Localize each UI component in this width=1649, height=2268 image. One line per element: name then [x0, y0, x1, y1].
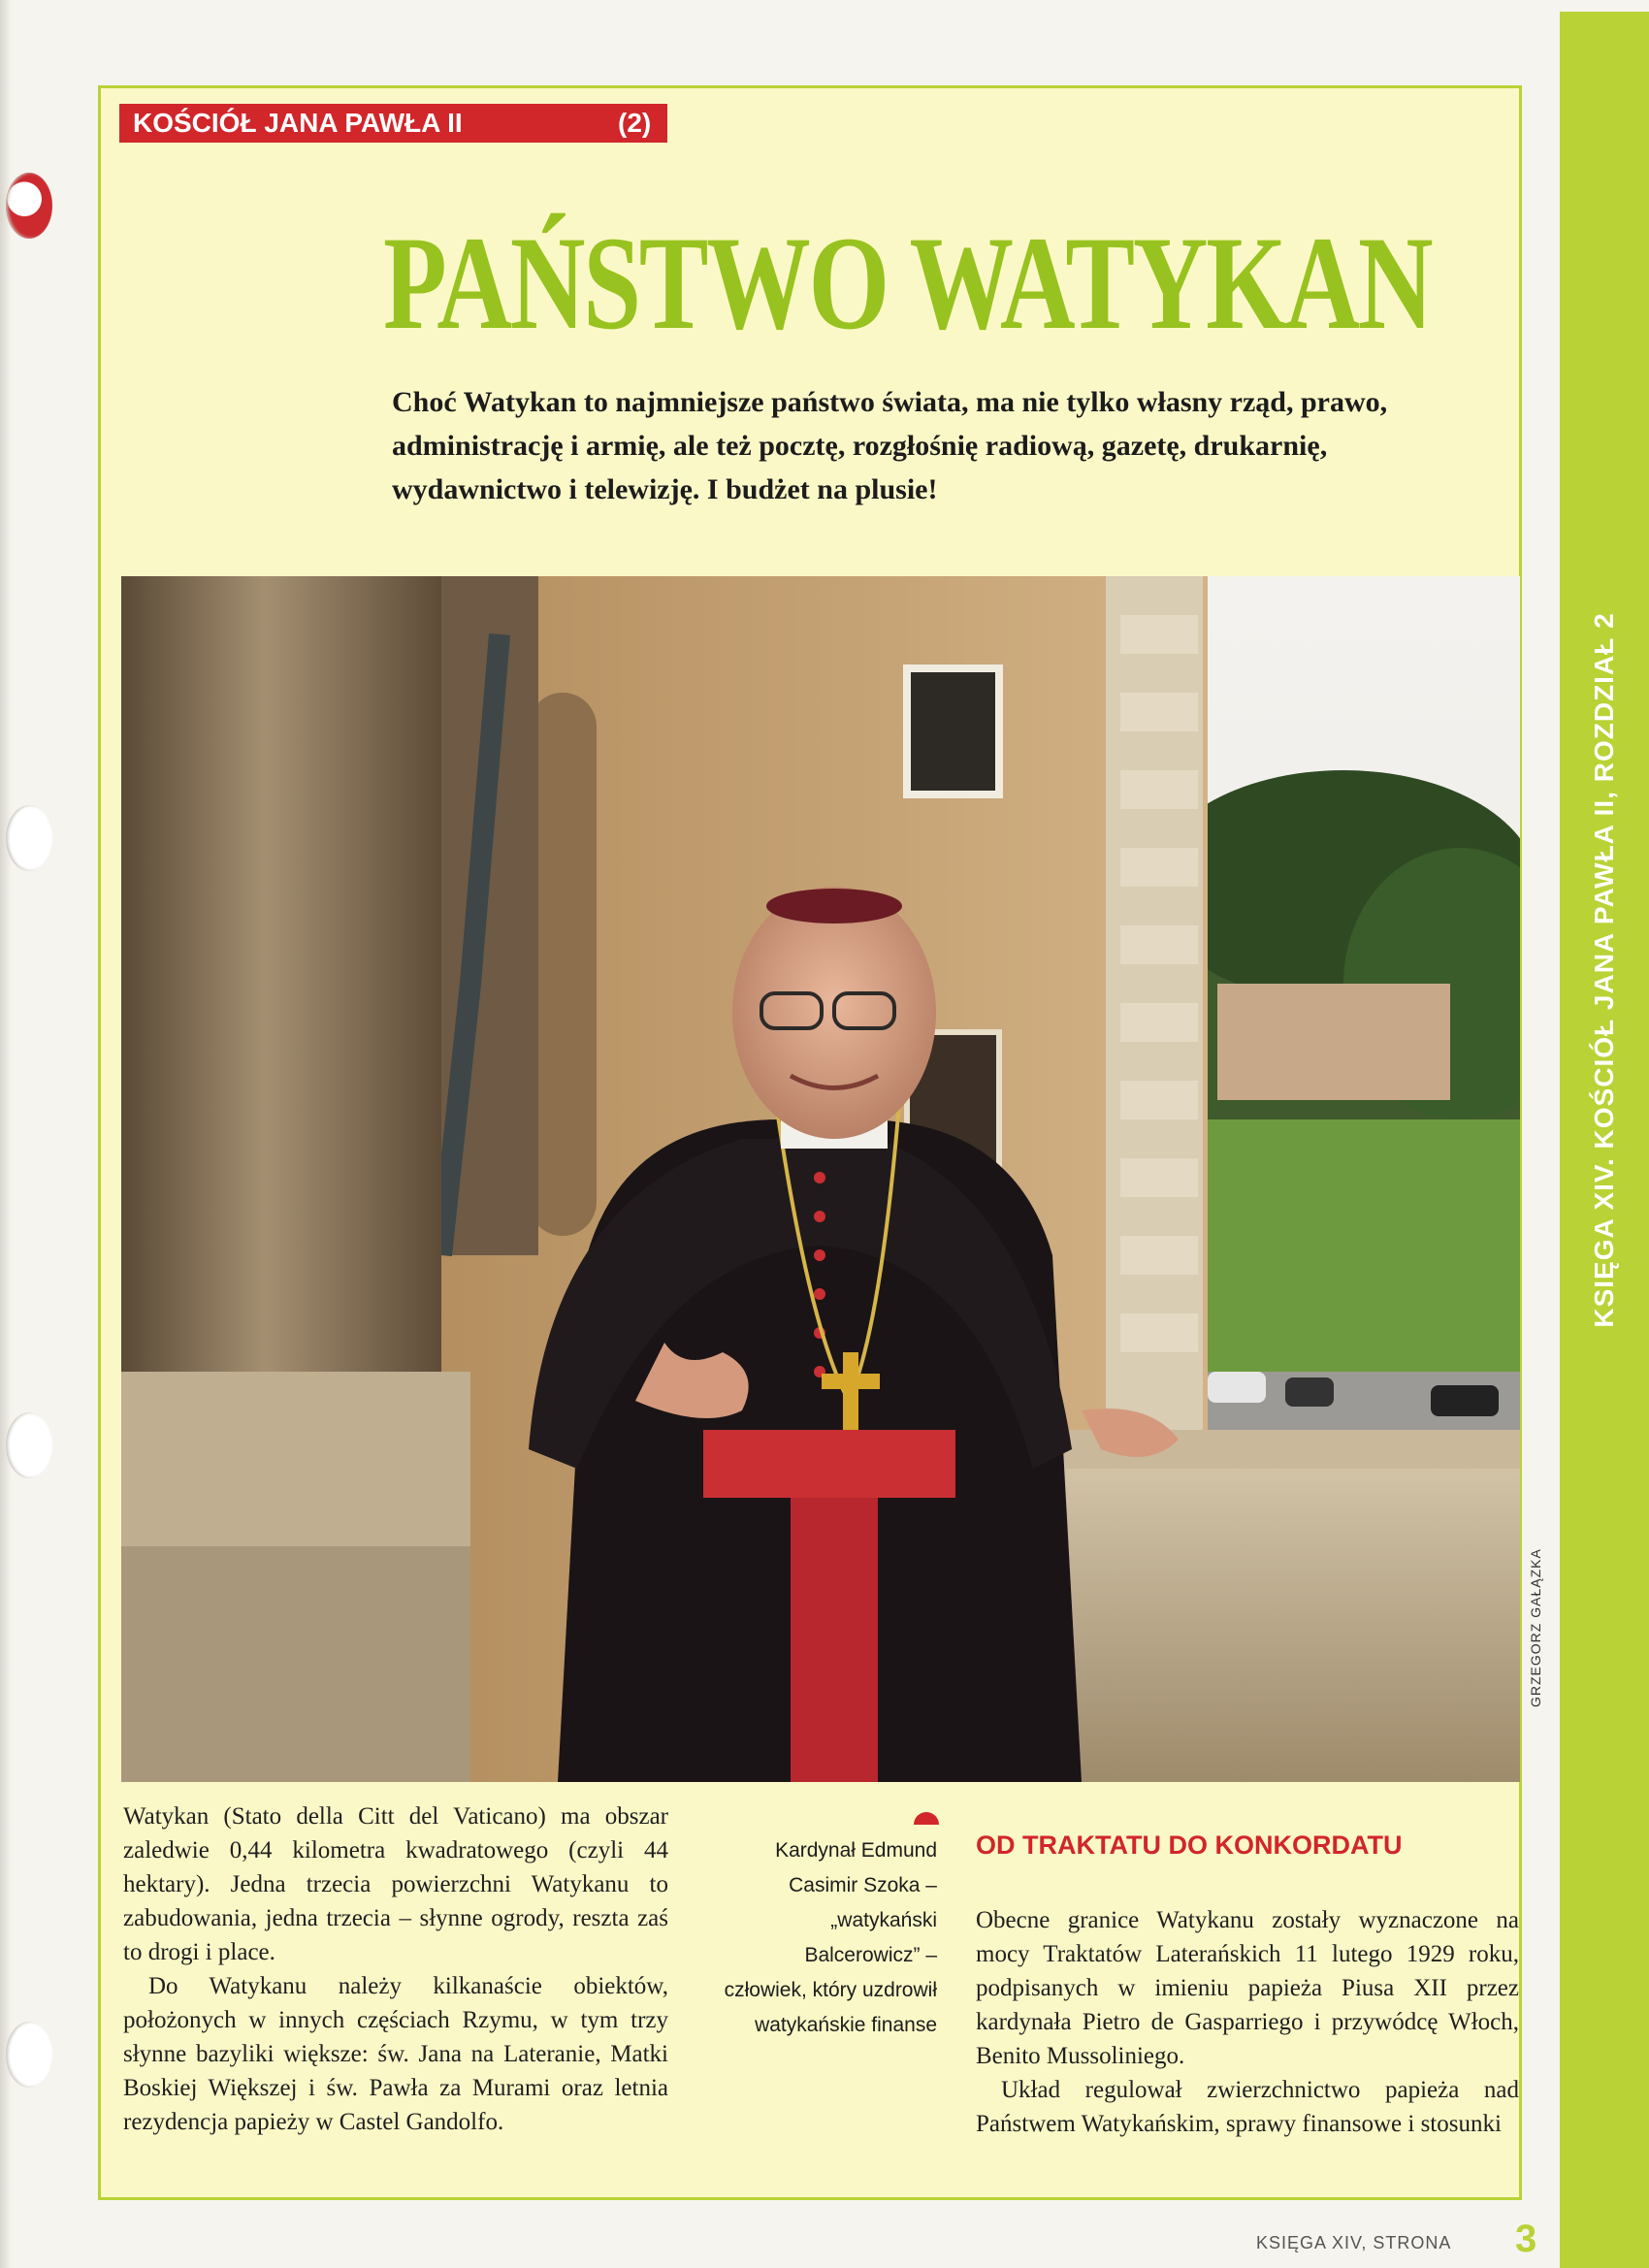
lead-paragraph: Choć Watykan to najmniejsze państwo świata, ma nie tylko własny rząd, prawo, administrację i armię, ale też pocztę, rozgłośnię radiową, gazetę, drukarnię, wydawnictwo i telewizję. I budżet na plusie! [392, 386, 1388, 505]
footer-label: KSIĘGA XIV, STRONA [1256, 2233, 1452, 2252]
photo-caption: Kardynał Edmund Casimir Szoka – „watykański Balcerowicz” – człowiek, który uzdrowił watykańskie finanse [724, 1839, 937, 2036]
left-paragraph-1: Watykan (Stato della Citt del Vaticano) ma obszar zaledwie 0,44 kilometra kwadratowego (czyli 44 hektary). Jedna trzecia powierzchni Watykanu to zabudowania, jedna trzecia – słynne ogrody, reszta zaś to drogi i place. [123, 1803, 668, 1965]
side-strip-text: KSIĘGA XIV. KOŚCIÓŁ JANA PAWŁA II, ROZDZIAŁ 2 [1589, 612, 1619, 1328]
right-paragraph-2: Układ regulował zwierzchnictwo papieża nad Państwem Watykańskim, sprawy finansowe i stosunki [976, 2077, 1519, 2137]
binder-hole [6, 805, 52, 871]
cardinal-photo [121, 576, 1520, 1782]
right-paragraph-1: Obecne granice Watykanu zostały wyznaczone na mocy Traktatów Laterańskich 11 lutego 1929 roku, podpisanych w imieniu papieża Piusa XII przez kardynała Pietro de Gasparriego i przywódcę Włoch, Benito Mussoliniego. [976, 1907, 1519, 2069]
section-heading: OD TRAKTATU DO KONKORDATU [976, 1831, 1403, 1860]
binder-hole [6, 2022, 52, 2088]
section-tag [119, 104, 667, 143]
binder-hole [6, 173, 52, 239]
section-tag-number: (2) [618, 108, 652, 138]
page-number: 3 [1515, 2218, 1537, 2260]
binder-hole [6, 1412, 52, 1478]
right-column [976, 1903, 1519, 2141]
left-paragraph-2: Do Watykanu należy kilkanaście obiektów, położonych w innych częściach Rzymu, w tym trzy słynne bazyliki większe: św. Jana na Lateranie, Matki Boskiej Większej i św. Pawła za Murami oraz letnia rezydencja papieży w Castel Gandolfo. [123, 1973, 668, 2135]
section-tag-label: KOŚCIÓŁ JANA PAWŁA II [133, 108, 463, 138]
page-title: PAŃSTWO WATYKAN [383, 209, 1432, 357]
page-edge [0, 0, 12, 2268]
left-column [123, 1799, 668, 2139]
photo-credit: GRZEGORZ GAŁĄZKA [1528, 1548, 1543, 1707]
